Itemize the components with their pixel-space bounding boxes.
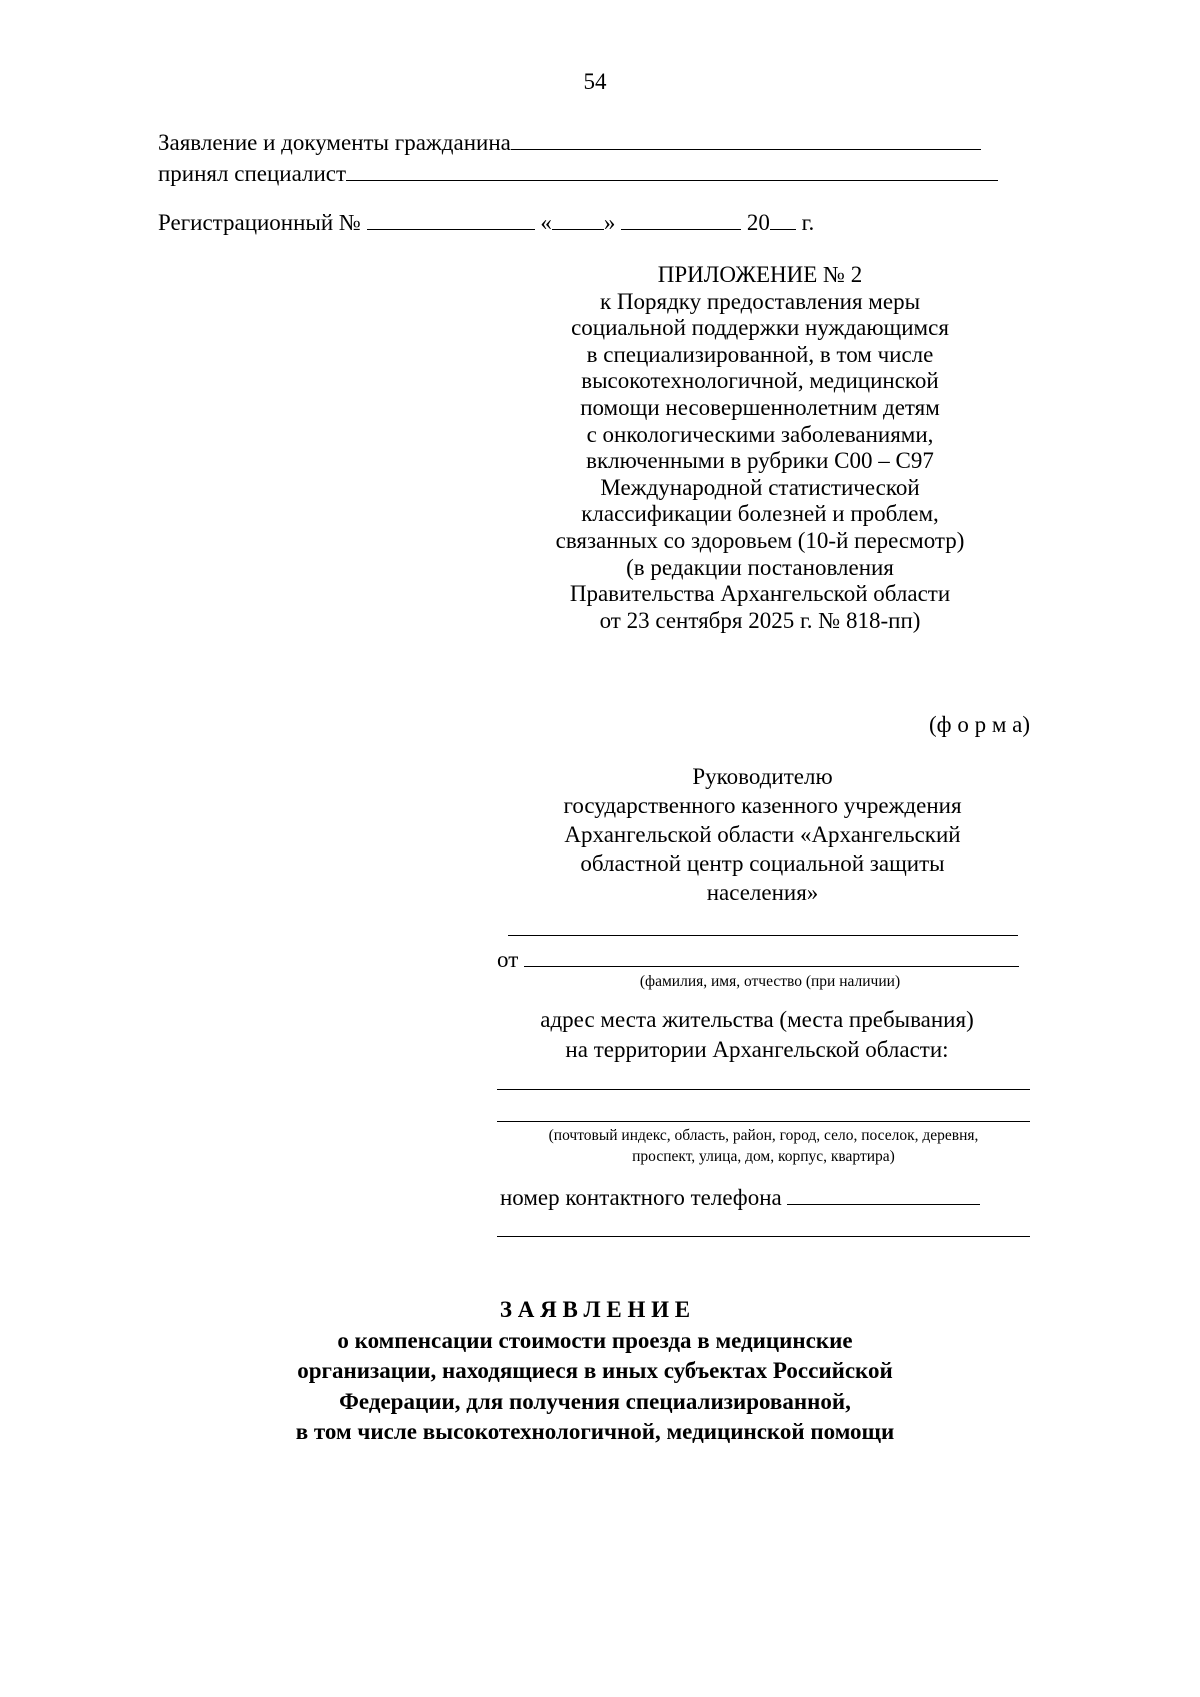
statement-subtitle-line: о компенсации стоимости проезда в медицинские (337, 1328, 853, 1353)
reception-line-1-label: Заявление и документы гражданина (158, 130, 511, 155)
address-hint (497, 1125, 1030, 1167)
statement-subtitle-line: в том числе высокотехнологичной, медицинской помощи (295, 1418, 895, 1444)
addressee-line: населения» (706, 880, 819, 905)
addressee-line: Руководителю (692, 764, 833, 789)
appendix-line: помощи несовершеннолетним детям (580, 394, 940, 420)
statement-subtitle-line: Федерации, для получения специализированной, (339, 1388, 851, 1414)
registration-year-field[interactable] (770, 205, 796, 230)
addressee-line: областной центр социальной защиты (580, 851, 945, 876)
phone-field[interactable] (787, 1180, 980, 1205)
appendix-block (500, 262, 1020, 634)
registration-day-field[interactable] (552, 205, 604, 230)
registration-number-field[interactable] (367, 205, 535, 230)
address-label-line: адрес места жительства (места пребывания) (540, 1007, 974, 1032)
address-hint-line: (почтовый индекс, область, район, город, село, поселок, деревня, (548, 1127, 979, 1144)
appendix-line: включенными в рубрики С00 – С97 (586, 448, 934, 474)
fio-hint: (фамилия, имя, отчество (при наличии) (639, 973, 901, 990)
appendix-line: Международной статистической (600, 474, 920, 500)
specialist-name-field[interactable] (346, 156, 998, 181)
appendix-line: связанных со здоровьем (10-й пересмотр) (555, 527, 965, 553)
appendix-line: ПРИЛОЖЕНИЕ № 2 (657, 262, 863, 287)
year-suffix: г. (801, 210, 815, 235)
appendix-line: к Порядку предоставления меры (599, 288, 921, 314)
registration-line (158, 205, 814, 238)
address-label-line: на территории Архангельской области: (565, 1037, 949, 1062)
appendix-line: Правительства Архангельской области (569, 581, 951, 607)
statement-subtitle-line: организации, находящиеся в иных субъектах Российской (297, 1358, 893, 1384)
applicant-fio-field[interactable] (524, 942, 1019, 967)
reception-line-2 (158, 156, 998, 189)
registration-month-field[interactable] (621, 205, 741, 230)
phone-line (500, 1180, 980, 1213)
appendix-line: классификации болезней и проблем, (581, 501, 939, 527)
statement-title: З А Я В Л Е Н И Е (499, 1297, 691, 1322)
page-number: 54 (583, 69, 607, 94)
quote-open: « (540, 210, 552, 235)
phone-field-extra[interactable] (497, 1236, 1030, 1237)
appendix-line: социальной поддержки нуждающимся (571, 315, 949, 341)
addressee-line: государственного казенного учреждения (563, 793, 962, 818)
phone-label: номер контактного телефона (500, 1185, 782, 1210)
appendix-line: (в редакции постановления (626, 554, 894, 580)
address-field-1[interactable] (497, 1089, 1030, 1090)
reception-line-2-label: принял специалист (158, 161, 347, 186)
year-prefix: 20 (746, 210, 770, 235)
addressee-line: Архангельской области «Архангельский (564, 822, 961, 847)
quote-close: » (603, 210, 616, 235)
statement-subtitle (0, 1326, 1190, 1447)
appendix-line: от 23 сентября 2025 г. № 818-пп) (599, 607, 921, 633)
registration-label: Регистрационный № (158, 210, 361, 235)
reception-line-1 (158, 125, 981, 158)
head-name-field[interactable] (508, 935, 1018, 936)
form-label: (ф о р м а) (929, 712, 1030, 737)
appendix-line: с онкологическими заболеваниями, (586, 421, 934, 447)
appendix-line: высокотехнологичной, медицинской (581, 368, 939, 394)
address-label-block (497, 1005, 1017, 1065)
addressee-block (500, 762, 1025, 907)
address-hint-line: проспект, улица, дом, корпус, квартира) (632, 1148, 895, 1165)
citizen-name-field[interactable] (511, 125, 981, 150)
from-label: от (497, 947, 519, 972)
appendix-line: в специализированной, в том числе (586, 341, 934, 367)
address-field-2[interactable] (497, 1121, 1030, 1122)
